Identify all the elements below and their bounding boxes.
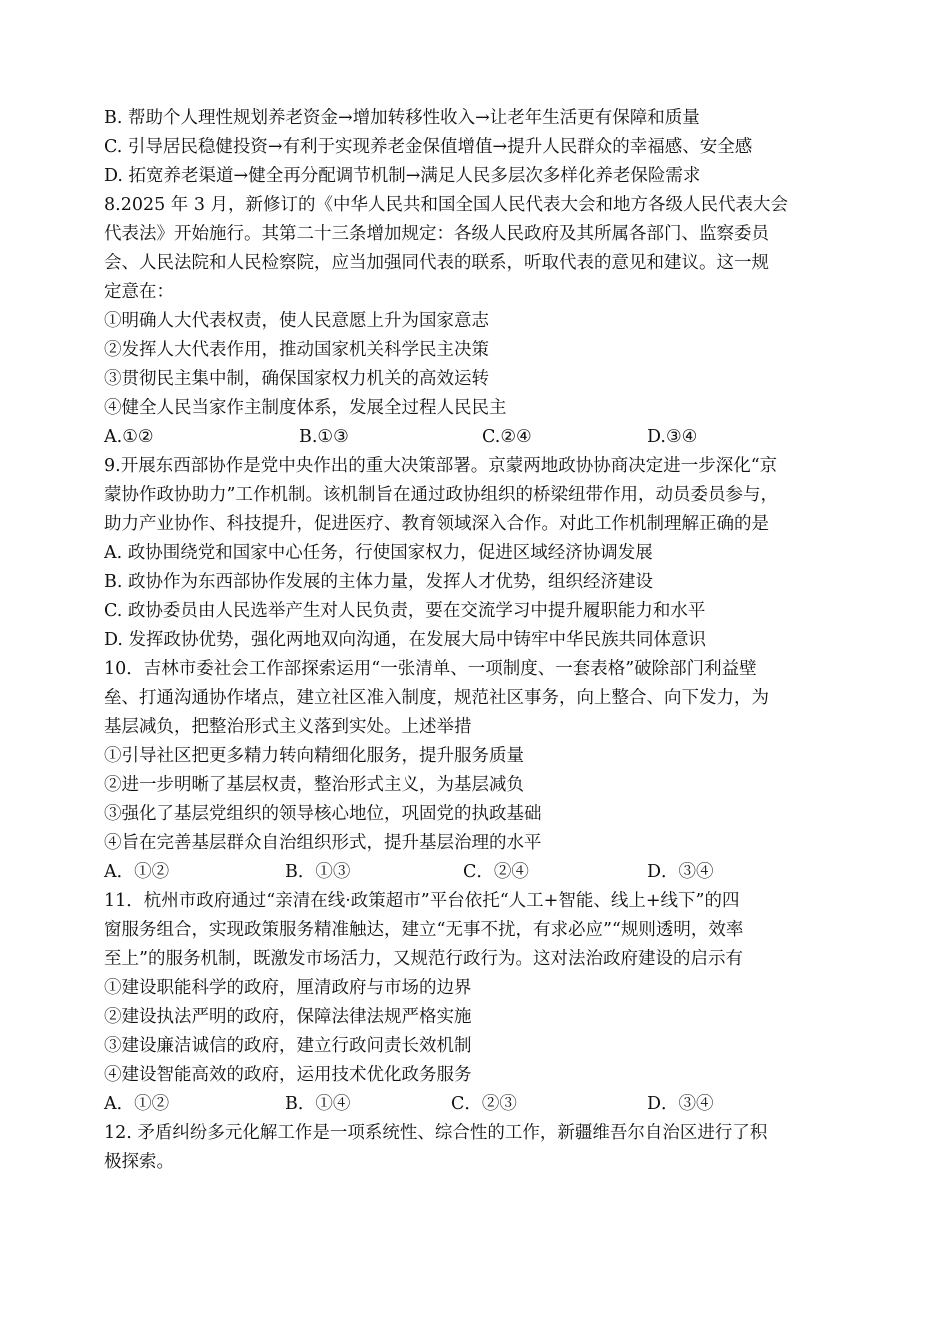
question-stem-line: 10．吉林市委社会工作部探索运用“一张清单、一项制度、一套表格”破除部门利益壁 (104, 659, 757, 679)
answer-choices (104, 1090, 844, 1119)
question-9 (104, 452, 844, 655)
question-stem-line: 窗服务组合，实现政策服务精准触达，建立“无事不扰，有求必应”“规则透明，效率 (104, 920, 744, 940)
statement-4: ④旨在完善基层群众自治组织形式，提升基层治理的水平 (104, 833, 542, 853)
question-stem-line: 助力产业协作、科技提升，促进医疗、教育领域深入合作。对此工作机制理解正确的是 (104, 514, 769, 534)
question-stem-line: 9.开展东西部协作是党中央作出的重大决策部署。京蒙两地政协协商决定进一步深化“京 (104, 456, 778, 476)
statement-2: ②进一步明晰了基层权责，整治形式主义，为基层减负 (104, 775, 524, 795)
statement-1: ①明确人大代表权责，使人民意愿上升为国家意志 (104, 311, 489, 331)
statement-1: ①引导社区把更多精力转向精细化服务，提升服务质量 (104, 746, 524, 766)
answer-choices (104, 423, 844, 452)
statement-1: ①建设职能科学的政府，厘清政府与市场的边界 (104, 978, 472, 998)
question-stem-line: 至上”的服务机制，既激发市场活力，又规范行政行为。这对法治政府建设的启示有 (104, 949, 743, 969)
choice-a: A.①② (104, 427, 154, 447)
option-d: D. 发挥政协优势，强化两地双向沟通，在发展大局中铸牢中华民族共同体意识 (104, 630, 707, 650)
question-stem-line: 12. 矛盾纠纷多元化解工作是一项系统性、综合性的工作，新疆维吾尔自治区进行了积 (104, 1123, 768, 1143)
statement-2: ②建设执法严明的政府，保障法律法规严格实施 (104, 1007, 472, 1027)
choice-b: B．①③ (285, 862, 351, 882)
option-d: D. 拓宽养老渠道→健全再分配调节机制→满足人民多层次多样化养老保险需求 (104, 166, 701, 186)
question-10 (104, 655, 844, 887)
previous-question-options (104, 104, 844, 191)
choice-b: B.①③ (299, 427, 349, 447)
choice-c: C.②④ (482, 427, 532, 447)
question-stem-line: 代表法》开始施行。其第二十三条增加规定：各级人民政府及其所属各部门、监察委员 (104, 224, 769, 244)
question-8 (104, 191, 844, 452)
option-a: A. 政协围绕党和国家中心任务，行使国家权力，促进区域经济协调发展 (104, 543, 653, 563)
statement-4: ④健全人民当家作主制度体系，发展全过程人民民主 (104, 398, 507, 418)
choice-d: D.③④ (647, 427, 698, 447)
option-c: C. 政协委员由人民选举产生对人民负责，要在交流学习中提升履职能力和水平 (104, 601, 706, 621)
statement-4: ④建设智能高效的政府，运用技术优化政务服务 (104, 1065, 472, 1085)
choice-d: D．③④ (647, 1094, 714, 1114)
question-stem-line: 基层减负，把整治形式主义落到实处。上述举措 (104, 717, 472, 737)
document-page (104, 104, 844, 1177)
answer-choices (104, 858, 844, 887)
question-11 (104, 887, 844, 1119)
question-stem-line: 垒、打通沟通协作堵点，建立社区准入制度，规范社区事务，向上整合、向下发力，为 (104, 688, 769, 708)
choice-a: A．①② (104, 1094, 170, 1114)
option-b: B. 政协作为东西部协作发展的主体力量，发挥人才优势，组织经济建设 (104, 572, 653, 592)
question-stem-line: 定意在： (104, 282, 174, 302)
question-stem-line: 蒙协作政协助力”工作机制。该机制旨在通过政协组织的桥梁纽带作用，动员委员参与， (104, 485, 778, 505)
question-stem-line: 极探索。 (104, 1152, 174, 1172)
choice-d: D．③④ (647, 862, 714, 882)
choice-c: C．②③ (451, 1094, 517, 1114)
choice-c: C．②④ (463, 862, 529, 882)
question-stem-line: 8.2025 年 3 月，新修订的《中华人民共和国全国人民代表大会和地方各级人民代表大会 (104, 195, 789, 215)
question-12 (104, 1119, 844, 1177)
choice-a: A．①② (104, 862, 170, 882)
option-c: C. 引导居民稳健投资→有利于实现养老金保值增值→提升人民群众的幸福感、安全感 (104, 137, 753, 157)
statement-3: ③强化了基层党组织的领导核心地位，巩固党的执政基础 (104, 804, 542, 824)
question-stem-line: 会、人民法院和人民检察院，应当加强同代表的联系，听取代表的意见和建议。这一规 (104, 253, 769, 273)
statement-2: ②发挥人大代表作用，推动国家机关科学民主决策 (104, 340, 489, 360)
statement-3: ③贯彻民主集中制，确保国家权力机关的高效运转 (104, 369, 489, 389)
choice-b: B．①④ (285, 1094, 351, 1114)
question-stem-line: 11．杭州市政府通过“亲清在线·政策超市”平台依托“人工+智能、线上+线下”的四 (104, 891, 740, 911)
statement-3: ③建设廉洁诚信的政府，建立行政问责长效机制 (104, 1036, 472, 1056)
option-b: B. 帮助个人理性规划养老资金→增加转移性收入→让老年生活更有保障和质量 (104, 108, 700, 128)
